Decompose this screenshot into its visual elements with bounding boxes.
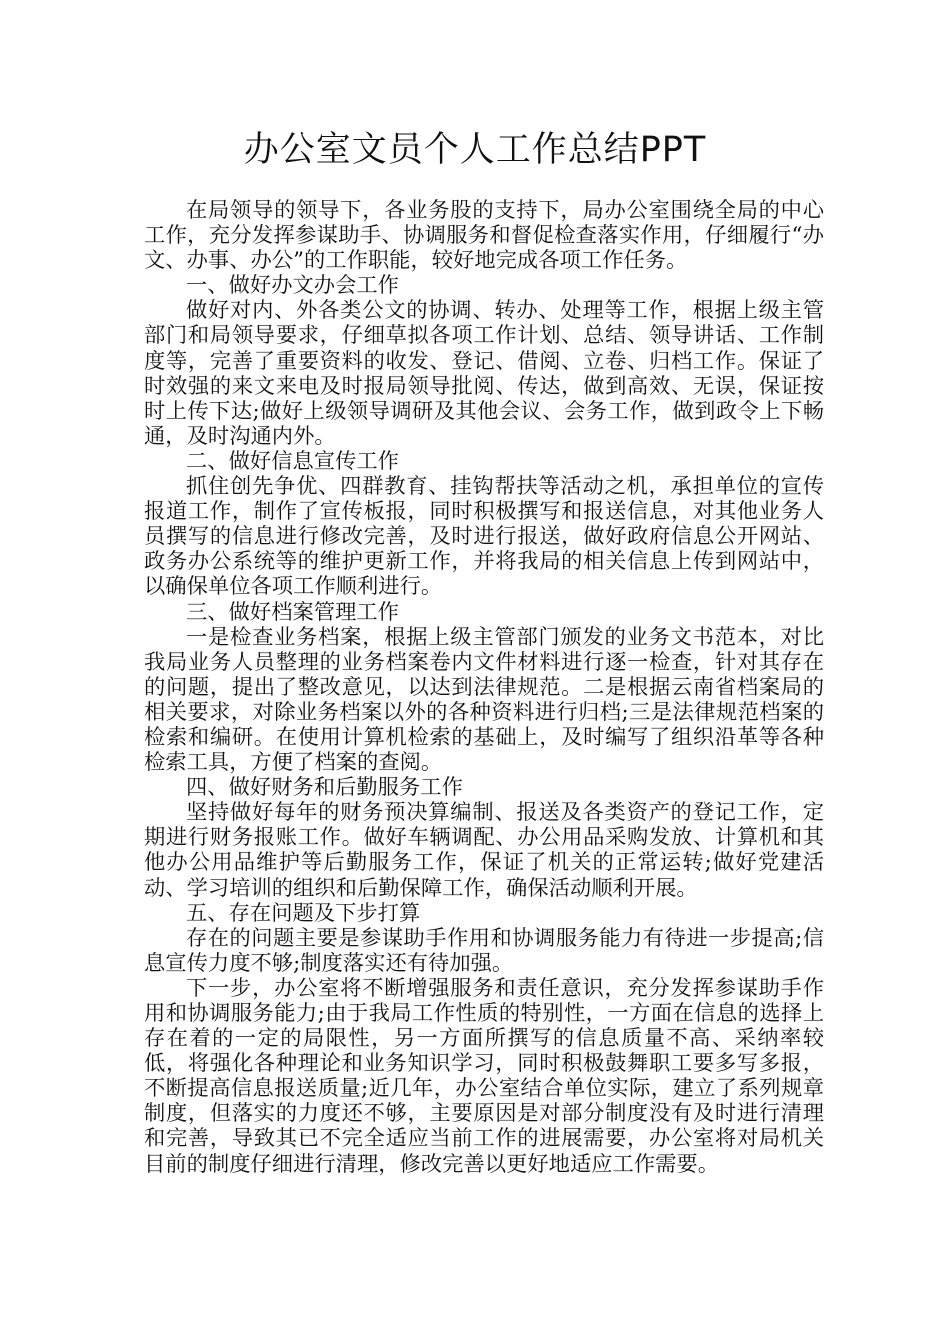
- document-title: 办公室文员个人工作总结PPT: [243, 130, 707, 170]
- section-heading-1: 一、做好办文办会工作: [186, 273, 399, 299]
- section-paragraph-2: 抓住创先争优、四群教育、挂钩帮扶等活动之机，承担单位的宣传报道工作，制作了宣传板报，同时积极撰写和报送信息，对其他业务人员撰写的信息进行修改完善，及时进行报送，做好政府信息公开网站、政务办公系统等的维护更新工作，并将我局的相关信息上传到网站中，以确保单位各项工作顺利进行。: [144, 474, 824, 600]
- document-body: [144, 198, 824, 1177]
- section-paragraph-4: 坚持做好每年的财务预决算编制、报送及各类资产的登记工作，定期进行财务报账工作。做好车辆调配、办公用品采购发放、计算机和其他办公用品维护等后勤服务工作，保证了机关的正常运转;做好党建活动、学习培训的组织和后勤保障工作，确保活动顺利开展。: [144, 800, 824, 901]
- section-paragraph-5b: 下一步，办公室将不断增强服务和责任意识，充分发挥参谋助手作用和协调服务能力;由于我局工作性质的特别性，一方面在信息的选择上存在着的一定的局限性，另一方面所撰写的信息质量不高、采纳率较低，将强化各种理论和业务知识学习，同时积极鼓舞职工要多写多报，不断提高信息报送质量;近几年，办公室结合单位实际，建立了系列规章制度，但落实的力度还不够，主要原因是对部分制度没有及时进行清理和完善，导致其已不完全适应当前工作的进展需要，办公室将对局机关目前的制度仔细进行清理，修改完善以更好地适应工作需要。: [144, 975, 824, 1177]
- section-heading-4: 四、做好财务和后勤服务工作: [186, 775, 463, 801]
- section-paragraph-3: 一是检查业务档案，根据上级主管部门颁发的业务文书范本，对比我局业务人员整理的业务档案卷内文件材料进行逐一检查，针对其存在的问题，提出了整改意见，以达到法律规范。二是根据云南省档案局的相关要求，对除业务档案以外的各种资料进行归档;三是法律规范档案的检索和编研。在使用计算机检索的基础上，及时编写了组织沿革等各种检索工具，方便了档案的查阅。: [144, 624, 824, 776]
- intro-paragraph: 在局领导的领导下，各业务股的支持下，局办公室围绕全局的中心工作，充分发挥参谋助手、协调服务和督促检查落实作用，仔细履行“办文、办事、办公”的工作职能，较好地完成各项工作任务。: [144, 198, 824, 274]
- section-heading-3: 三、做好档案管理工作: [186, 599, 399, 625]
- section-paragraph-1: 做好对内、外各类公文的协调、转办、处理等工作，根据上级主管部门和局领导要求，仔细草拟各项工作计划、总结、领导讲话、工作制度等，完善了重要资料的收发、登记、借阅、立卷、归档工作。保证了时效强的来文来电及时报局领导批阅、传达，做到高效、无误，保证按时上传下达;做好上级领导调研及其他会议、会务工作，做到政令上下畅通，及时沟通内外。: [144, 298, 824, 449]
- section-heading-2: 二、做好信息宣传工作: [186, 448, 399, 474]
- section-paragraph-5a: 存在的问题主要是参谋助手作用和协调服务能力有待进一步提高;信息宣传力度不够;制度落实还有待加强。: [144, 925, 824, 976]
- section-heading-5: 五、存在问题及下步打算: [186, 900, 421, 926]
